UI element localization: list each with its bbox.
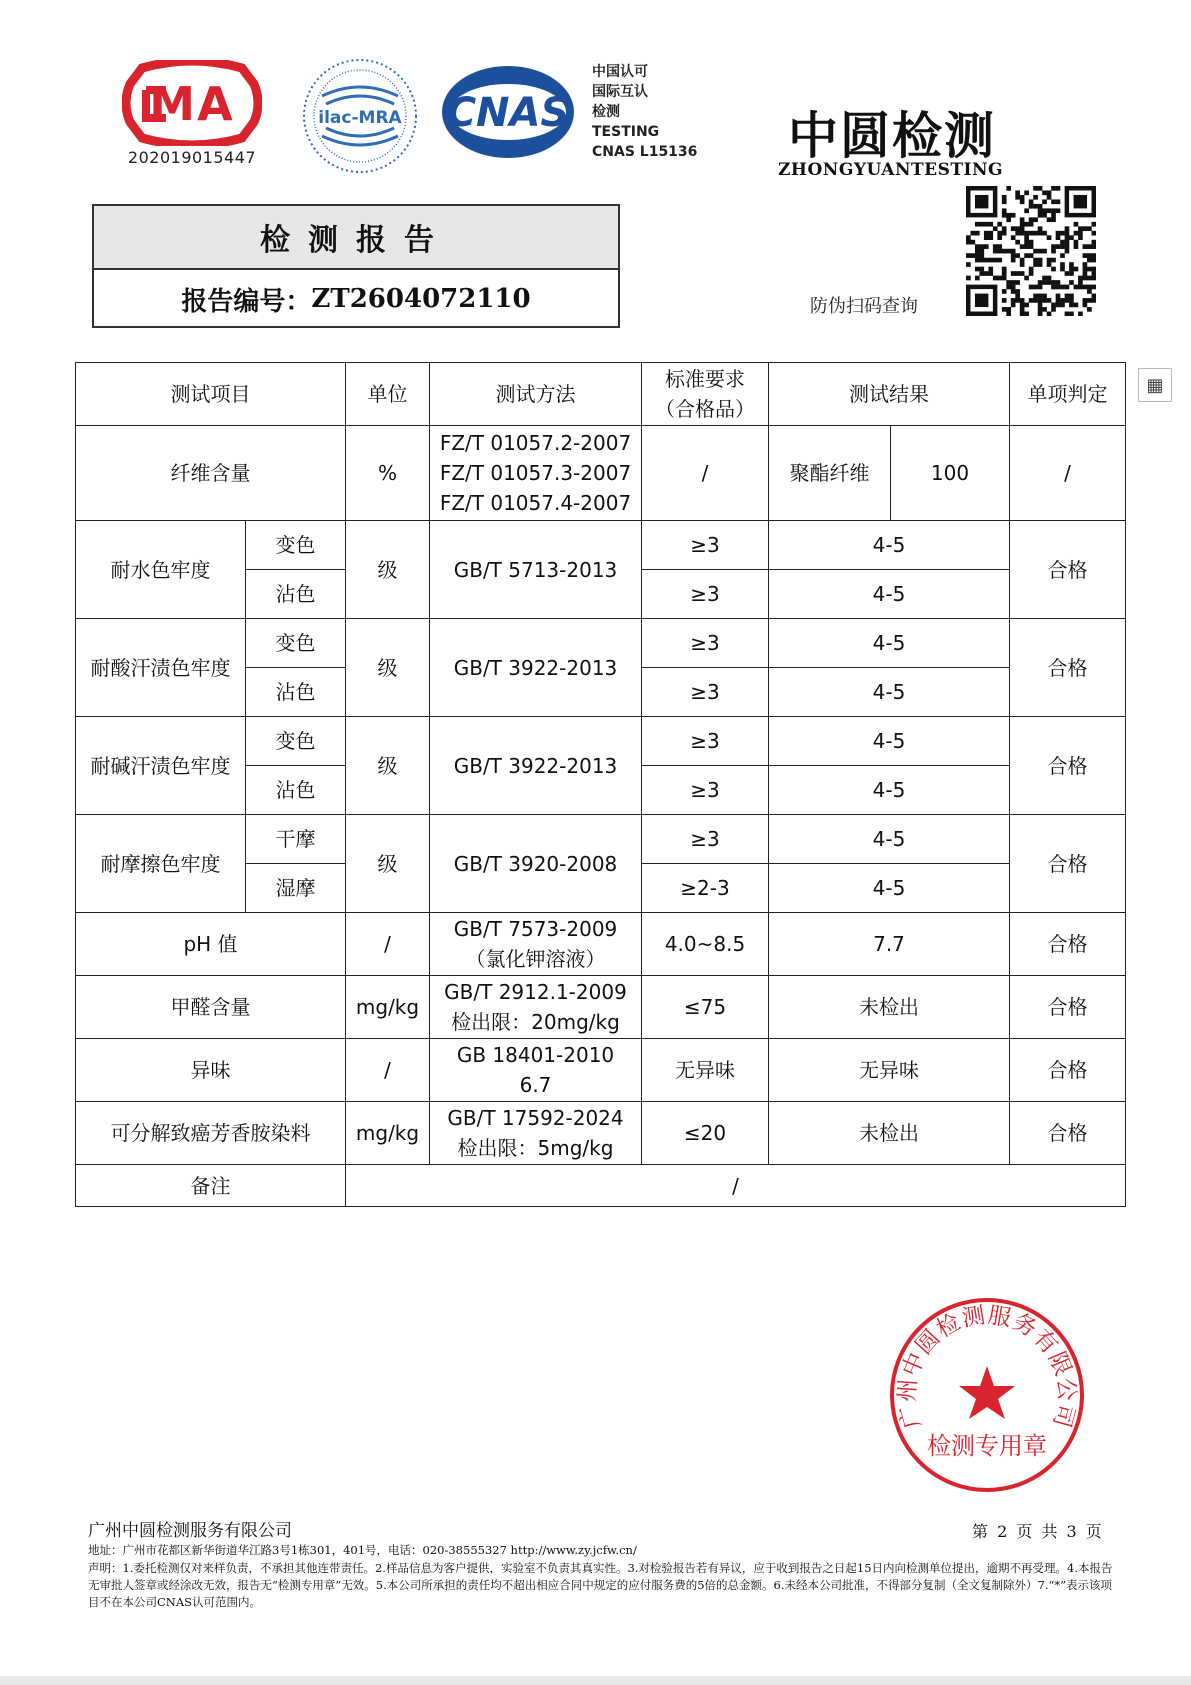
qr-caption: 防伪扫码查询 bbox=[810, 296, 918, 317]
qr-code-icon[interactable] bbox=[966, 186, 1096, 316]
table-row bbox=[76, 1039, 1126, 1102]
footer-company: 广州中圆检测服务有限公司 bbox=[88, 1521, 292, 1541]
test-method-l2: 检出限：20mg/kg bbox=[451, 1010, 620, 1034]
table-row bbox=[76, 815, 1126, 864]
brand-name: 中圆检测 bbox=[788, 106, 996, 165]
test-item: 异味 bbox=[76, 1039, 346, 1102]
cf-method: GB/T 5713-2013 bbox=[430, 521, 642, 619]
table-row bbox=[76, 913, 1126, 976]
test-result: 未检出 bbox=[769, 1102, 1010, 1165]
table-row bbox=[76, 619, 1126, 668]
page-number: 第 2 页 共 3 页 bbox=[972, 1522, 1104, 1541]
footer-band bbox=[0, 1676, 1191, 1685]
report-title: 检测报告 bbox=[94, 206, 618, 270]
cf-subitem: 变色 bbox=[246, 619, 346, 668]
test-item: 甲醛含量 bbox=[76, 976, 346, 1039]
cf-unit: 级 bbox=[346, 521, 430, 619]
test-unit: mg/kg bbox=[346, 1102, 430, 1165]
test-method-l2: 检出限：5mg/kg bbox=[457, 1136, 614, 1160]
header-result: 测试结果 bbox=[769, 363, 1010, 426]
test-method-l1: GB 18401-2010 bbox=[456, 1043, 615, 1067]
table-row bbox=[76, 521, 1126, 570]
cma-number: 202019015447 bbox=[127, 148, 257, 167]
cf-result: 4-5 bbox=[769, 521, 1010, 570]
cnas-line: 检测 bbox=[592, 104, 620, 120]
cf-judgment: 合格 bbox=[1010, 619, 1126, 717]
cnas-line: 国际互认 bbox=[592, 84, 648, 100]
table-row-fiber bbox=[76, 426, 1126, 521]
test-item: 可分解致癌芳香胺染料 bbox=[76, 1102, 346, 1165]
test-item: pH 值 bbox=[76, 913, 346, 976]
cf-subitem: 沾色 bbox=[246, 766, 346, 815]
fiber-method: FZ/T 01057.4-2007 bbox=[439, 491, 632, 515]
cf-subitem: 干摩 bbox=[246, 815, 346, 864]
cf-judgment: 合格 bbox=[1010, 717, 1126, 815]
brand-name-en: ZHONGYUANTESTING bbox=[778, 160, 1004, 180]
table-row-remark bbox=[76, 1165, 1126, 1207]
cf-item: 耐酸汗渍色牢度 bbox=[76, 619, 246, 717]
cf-subitem: 沾色 bbox=[246, 668, 346, 717]
seal-ring-text: 广州中圆检测服务有限公司 bbox=[894, 1302, 1080, 1432]
fiber-name: 聚酯纤维 bbox=[769, 426, 891, 521]
cf-item: 耐水色牢度 bbox=[76, 521, 246, 619]
cnas-line: CNAS L15136 bbox=[592, 144, 698, 160]
test-judgment: 合格 bbox=[1010, 913, 1126, 976]
test-method bbox=[430, 1039, 642, 1102]
fiber-methods bbox=[430, 426, 642, 521]
cnas-accreditation-text bbox=[592, 62, 697, 162]
test-standard: 4.0~8.5 bbox=[642, 913, 769, 976]
test-result: 无异味 bbox=[769, 1039, 1010, 1102]
test-judgment: 合格 bbox=[1010, 1039, 1126, 1102]
cf-judgment: 合格 bbox=[1010, 815, 1126, 913]
cf-result: 4-5 bbox=[769, 815, 1010, 864]
cf-item: 耐碱汗渍色牢度 bbox=[76, 717, 246, 815]
svg-text:MA: MA bbox=[149, 77, 235, 131]
cf-standard: ≥3 bbox=[642, 521, 769, 570]
cf-item: 耐摩擦色牢度 bbox=[76, 815, 246, 913]
svg-text:ilac-MRA: ilac-MRA bbox=[318, 108, 402, 128]
seal-bottom-text: 检测专用章 bbox=[927, 1432, 1047, 1460]
test-results-table bbox=[75, 362, 1126, 1207]
test-method-l1: GB/T 2912.1-2009 bbox=[444, 980, 627, 1004]
cf-unit: 级 bbox=[346, 815, 430, 913]
test-method-l2: 6.7 bbox=[519, 1073, 552, 1097]
cf-unit: 级 bbox=[346, 717, 430, 815]
svg-text:CNAS: CNAS bbox=[446, 90, 570, 136]
cf-subitem: 湿摩 bbox=[246, 864, 346, 913]
fiber-unit: % bbox=[346, 426, 430, 521]
fiber-method: FZ/T 01057.2-2007 bbox=[439, 431, 632, 455]
table-row bbox=[76, 1102, 1126, 1165]
cf-method: GB/T 3922-2013 bbox=[430, 717, 642, 815]
cf-method: GB/T 3920-2008 bbox=[430, 815, 642, 913]
test-result: 7.7 bbox=[769, 913, 1010, 976]
remark-value: / bbox=[346, 1165, 1126, 1207]
cf-result: 4-5 bbox=[769, 570, 1010, 619]
cf-method: GB/T 3922-2013 bbox=[430, 619, 642, 717]
cf-unit: 级 bbox=[346, 619, 430, 717]
cf-standard: ≥3 bbox=[642, 668, 769, 717]
cf-standard: ≥3 bbox=[642, 570, 769, 619]
test-standard: 无异味 bbox=[642, 1039, 769, 1102]
test-result: 未检出 bbox=[769, 976, 1010, 1039]
test-unit: mg/kg bbox=[346, 976, 430, 1039]
report-number: ZT2604072110 bbox=[311, 284, 531, 314]
cma-logo bbox=[122, 60, 262, 180]
footer-address: 地址：广州市花都区新华街道华江路3号1栋301，401号，电话：020-38555327 http://www.zy.jcfw.cn/ bbox=[88, 1543, 637, 1557]
test-method bbox=[430, 1102, 642, 1165]
test-method-l1: GB/T 7573-2009 bbox=[453, 917, 618, 941]
report-number-line bbox=[94, 270, 618, 328]
test-judgment: 合格 bbox=[1010, 1102, 1126, 1165]
table-row bbox=[76, 976, 1126, 1039]
cnas-logo bbox=[438, 62, 578, 162]
cf-subitem: 变色 bbox=[246, 521, 346, 570]
test-method-l2: （氯化钾溶液） bbox=[465, 947, 606, 971]
fiber-item: 纤维含量 bbox=[76, 426, 346, 521]
table-header-row bbox=[76, 363, 1126, 426]
header-method: 测试方法 bbox=[430, 363, 642, 426]
header-item: 测试项目 bbox=[76, 363, 346, 426]
test-method bbox=[430, 913, 642, 976]
report-title-box bbox=[92, 204, 620, 328]
fiber-value: 100 bbox=[891, 426, 1010, 521]
cf-judgment: 合格 bbox=[1010, 521, 1126, 619]
cf-standard: ≥3 bbox=[642, 815, 769, 864]
fiber-judgment: / bbox=[1010, 426, 1126, 521]
report-number-label: 报告编号： bbox=[181, 286, 312, 317]
cf-subitem: 变色 bbox=[246, 717, 346, 766]
header-unit: 单位 bbox=[346, 363, 430, 426]
table-row bbox=[76, 717, 1126, 766]
cf-subitem: 沾色 bbox=[246, 570, 346, 619]
cf-standard: ≥3 bbox=[642, 619, 769, 668]
test-unit: / bbox=[346, 1039, 430, 1102]
cnas-line: TESTING bbox=[592, 124, 660, 140]
fiber-standard: / bbox=[642, 426, 769, 521]
test-judgment: 合格 bbox=[1010, 976, 1126, 1039]
cf-standard: ≥2-3 bbox=[642, 864, 769, 913]
cf-result: 4-5 bbox=[769, 668, 1010, 717]
header-standard-l1: 标准要求 bbox=[665, 367, 745, 391]
ilac-mra-logo bbox=[300, 56, 420, 176]
cf-result: 4-5 bbox=[769, 619, 1010, 668]
test-method bbox=[430, 976, 642, 1039]
test-standard: ≤75 bbox=[642, 976, 769, 1039]
header-judgment: 单项判定 bbox=[1010, 363, 1126, 426]
test-method-l1: GB/T 17592-2024 bbox=[447, 1106, 624, 1130]
fiber-method: FZ/T 01057.3-2007 bbox=[439, 461, 632, 485]
header-standard bbox=[642, 363, 769, 426]
cf-result: 4-5 bbox=[769, 717, 1010, 766]
remark-label: 备注 bbox=[76, 1165, 346, 1207]
header-standard-l2: （合格品） bbox=[655, 397, 755, 421]
cf-result: 4-5 bbox=[769, 766, 1010, 815]
cf-standard: ≥3 bbox=[642, 766, 769, 815]
footer-statement: 声明：1.委托检测仅对来样负责，不承担其他连带责任。2.样品信息为客户提供，实验室不负责其真实性。3.对检验报告若有异议，应于收到报告之日起15日内向检测单位提出，逾期不再受理。4.本报告无审批人签章或经涂改无效，报告无“检测专用章”无效。5.本公司所承担的责任均不超出相应合同中规定的应付服务费的5倍的总金额。6.未经本公司批准，不得部分复制（全文复制除外）7.“*”表示该项目不在本公司CNAS认可范围内。 bbox=[88, 1561, 1113, 1609]
test-unit: / bbox=[346, 913, 430, 976]
cnas-line: 中国认可 bbox=[592, 64, 648, 80]
scan-icon[interactable]: ▦ bbox=[1138, 368, 1172, 402]
test-standard: ≤20 bbox=[642, 1102, 769, 1165]
cf-standard: ≥3 bbox=[642, 717, 769, 766]
official-seal bbox=[888, 1296, 1086, 1494]
cf-result: 4-5 bbox=[769, 864, 1010, 913]
